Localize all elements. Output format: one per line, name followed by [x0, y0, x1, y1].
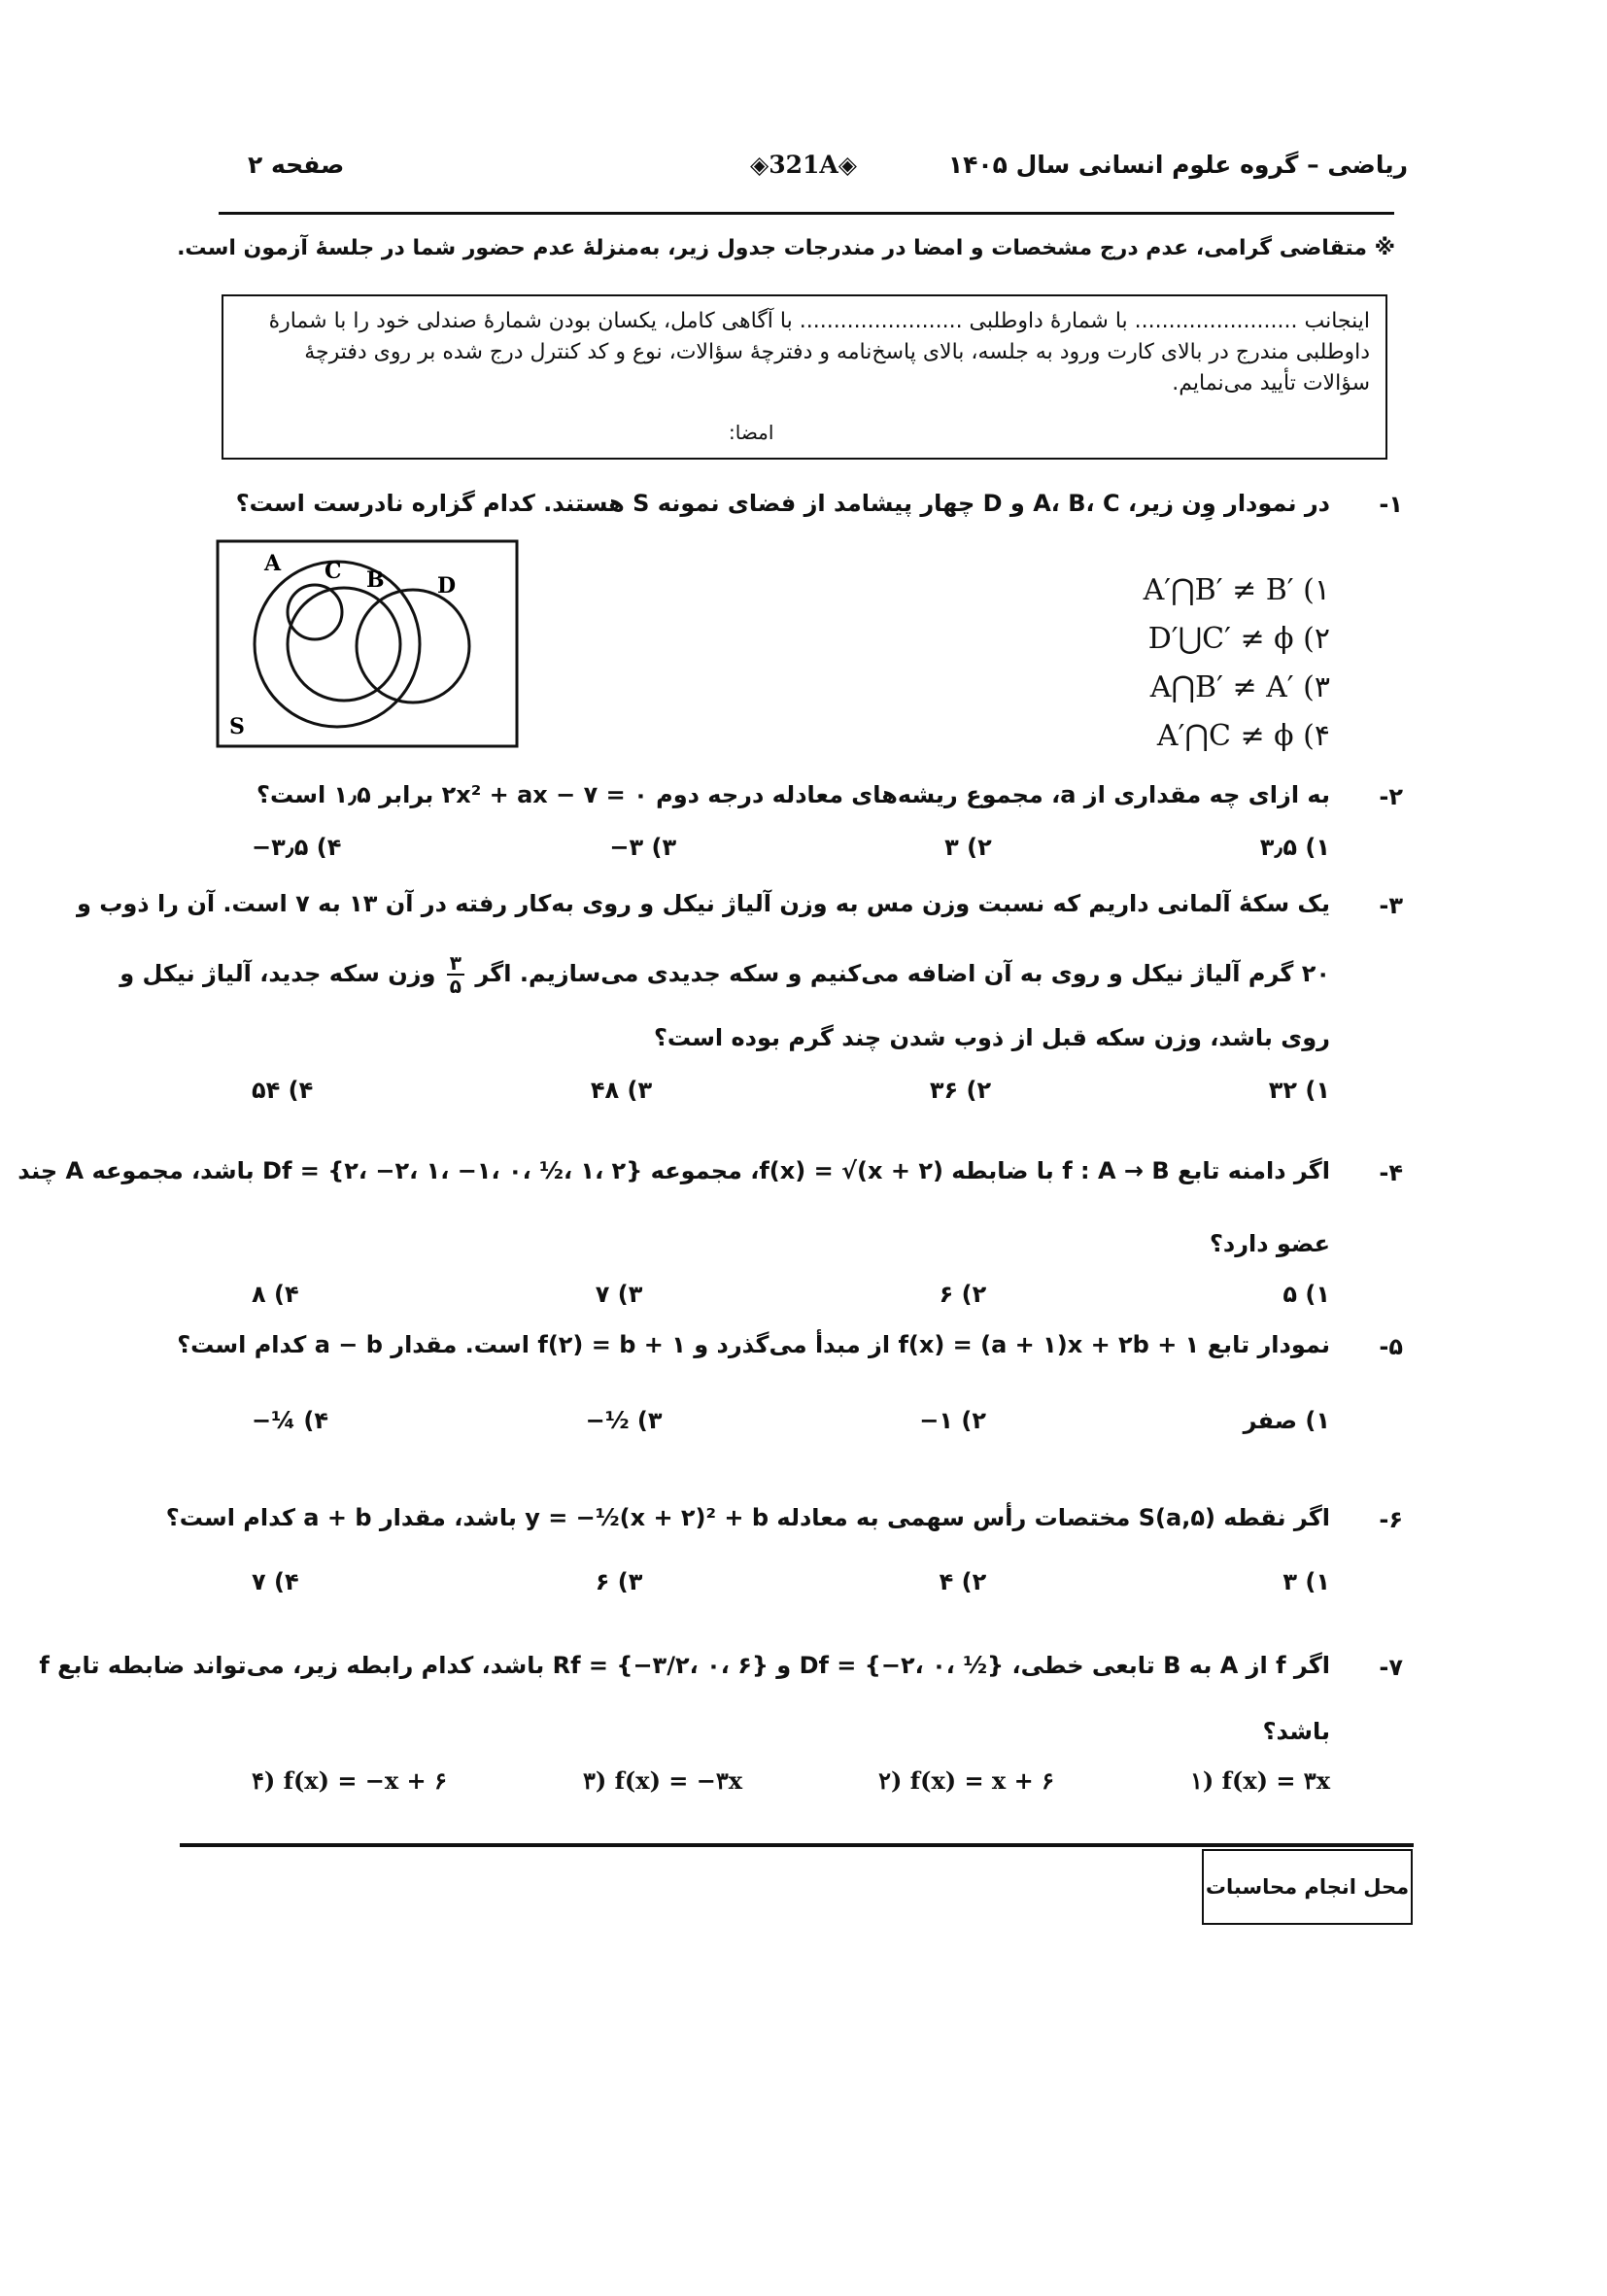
option-3[interactable]: ۳) ۳− [609, 834, 677, 861]
option-4[interactable]: ۴) f(x) = −x + ۶ [252, 1766, 447, 1795]
venn-label-s: S [229, 714, 245, 739]
option-4[interactable]: ۴) ¼− [252, 1407, 328, 1434]
declaration-line-3: سؤالات تأیید می‌نمایم. [1172, 371, 1370, 395]
venn-circle-b [288, 588, 400, 701]
option-4[interactable]: ۴) ۷ [252, 1568, 299, 1595]
question-text-line-1: اگر f از A به B تابعی خطی، Df = {−۲، ۰، ½} و Rf = {−۳/۲، ۰، ۶} باشد، کدام رابطه زیر، می‌تواند ضابطه تابع f [39, 1652, 1330, 1679]
option-3[interactable]: ۳) ½− [585, 1407, 663, 1434]
venn-label-d: D [437, 573, 457, 599]
options-row [252, 1077, 1330, 1104]
option-1[interactable]: ۱) A′⋂B′ ≠ B′ [1143, 573, 1330, 607]
options-row [252, 1281, 1330, 1308]
footer-divider [180, 1843, 1414, 1847]
venn-circle-d [357, 590, 469, 703]
venn-label-a: A [264, 551, 282, 576]
question-text: به ازای چه مقداری از a، مجموع ریشه‌های معادله درجه دوم ۰ = ۷ − ۲x² + ax برابر ۱٫۵ است؟ [256, 781, 1330, 808]
question-number: ۱- [1379, 491, 1403, 518]
option-2[interactable]: ۲) ۳۶ [929, 1077, 992, 1104]
page-number: صفحه ۲ [248, 151, 345, 179]
question-text-line-1: اگر دامنه تابع f : A → B با ضابطه f(x) = √(x + ۲)، مجموعه Df = {۲، −۲، ۱، −۱، ۰، ½، ۱، ۲} باشد، مجموعه A چند [17, 1157, 1330, 1184]
exam-title: ریاضی – گروه علوم انسانی سال ۱۴۰۵ [947, 151, 1408, 179]
option-1[interactable]: ۱) صفر [1243, 1407, 1330, 1434]
option-4[interactable]: ۴) ۸ [252, 1281, 299, 1308]
fraction: $\frac{۳}{۵}$ [447, 952, 464, 997]
options-row [252, 834, 1330, 861]
option-2[interactable]: ۲) ۴ [939, 1568, 987, 1595]
question-number: ۷- [1379, 1654, 1403, 1681]
declaration-line-1: اینجانب ........................ با شمارهٔ داوطلبی ........................ با آگاهی کامل، یکسان بودن شمارهٔ صندلی خود را با شمارهٔ [268, 309, 1370, 333]
option-2[interactable]: ۲) ۱− [919, 1407, 986, 1434]
option-3[interactable]: ۳) A⋂B′ ≠ A′ [1149, 670, 1330, 704]
option-2[interactable]: ۲) ۶ [939, 1281, 987, 1308]
signature-label: امضا: [729, 421, 774, 444]
option-4[interactable]: ۴) A′⋂C ≠ ϕ [1156, 719, 1330, 753]
venn-circle-a [255, 562, 420, 727]
option-1[interactable]: ۱) ۵ [1282, 1281, 1330, 1308]
options-row [252, 1407, 1330, 1434]
option-1[interactable]: ۱) ۳ [1282, 1568, 1330, 1595]
option-1[interactable]: ۱) f(x) = ۳x [1190, 1766, 1330, 1795]
question-text-line-1: یک سکهٔ آلمانی داریم که نسبت وزن مس به وزن آلیاژ نیکل و روی به‌کار رفته در آن ۱۳ به ۷ است. آن را ذوب و [76, 890, 1330, 917]
question-text-line-2: ۲۰ گرم آلیاژ نیکل و روی به آن اضافه می‌کنیم و سکه جدیدی می‌سازیم. اگر $\frac{۳}{۵}$ وزن سکه جدید، آلیاژ نیکل و [120, 951, 1330, 998]
option-3[interactable]: ۳) ۴۸ [590, 1077, 653, 1104]
exam-code: ◈321A◈ [749, 151, 858, 179]
calculation-area-label: محل انجام محاسبات [1202, 1849, 1413, 1925]
question-text: اگر نقطه S(a,۵) مختصات رأس سهمی به معادله y = −½(x + ۲)² + b باشد، مقدار a + b کدام است؟ [165, 1504, 1330, 1531]
question-number: ۴- [1379, 1159, 1403, 1186]
option-2[interactable]: ۲) D′⋃C′ ≠ ϕ [1147, 622, 1330, 656]
declaration-line-2: داوطلبی مندرج در بالای کارت ورود به جلسه، بالای پاسخ‌نامه و دفترچهٔ سؤالات، نوع و کد کنترل درج شده بر روی دفترچهٔ [304, 340, 1370, 364]
venn-label-c: C [325, 559, 342, 584]
options-row [252, 1766, 1330, 1795]
question-number: ۶- [1379, 1506, 1403, 1533]
question-text: در نمودار وِن زیر، A، B، C و D چهار پیشامد از فضای نمونه S هستند. کدام گزاره نادرست است؟ [235, 490, 1330, 517]
question-number: ۲- [1379, 783, 1403, 810]
question-number: ۵- [1379, 1333, 1403, 1360]
options-row [252, 1568, 1330, 1595]
venn-circle-c [288, 585, 342, 639]
option-2[interactable]: ۲) ۳ [944, 834, 992, 861]
question-text: نمودار تابع f(x) = (a + ۱)x + ۲b + ۱ از مبدأ می‌گذرد و f(۲) = b + ۱ است. مقدار a − b کدام است؟ [177, 1331, 1330, 1358]
question-text-line-2: عضو دارد؟ [1209, 1230, 1330, 1257]
option-1[interactable]: ۱) ۳۲ [1268, 1077, 1330, 1104]
notice-text: ※ متقاضی گرامی، عدم درج مشخصات و امضا در مندرجات جدول زیر، به‌منزلهٔ عدم حضور شما در جلسهٔ آزمون است. [177, 236, 1395, 260]
option-3[interactable]: ۳) f(x) = −۳x [583, 1766, 743, 1795]
declaration-box [222, 294, 1387, 460]
option-4[interactable]: ۴) ۵۴ [252, 1077, 314, 1104]
option-3[interactable]: ۳) ۶ [595, 1568, 643, 1595]
question-text-line-3: روی باشد، وزن سکه قبل از ذوب شدن چند گرم بوده است؟ [654, 1024, 1330, 1051]
header-divider [219, 212, 1394, 215]
venn-label-b: B [366, 567, 385, 593]
option-2[interactable]: ۲) f(x) = x + ۶ [878, 1766, 1054, 1795]
option-1[interactable]: ۱) ۳٫۵ [1259, 834, 1330, 861]
question-number: ۳- [1379, 892, 1403, 919]
option-3[interactable]: ۳) ۷ [595, 1281, 643, 1308]
venn-diagram [216, 539, 519, 748]
question-text-line-2: باشد؟ [1262, 1718, 1330, 1745]
option-4[interactable]: ۴) ۳٫۵− [252, 834, 342, 861]
